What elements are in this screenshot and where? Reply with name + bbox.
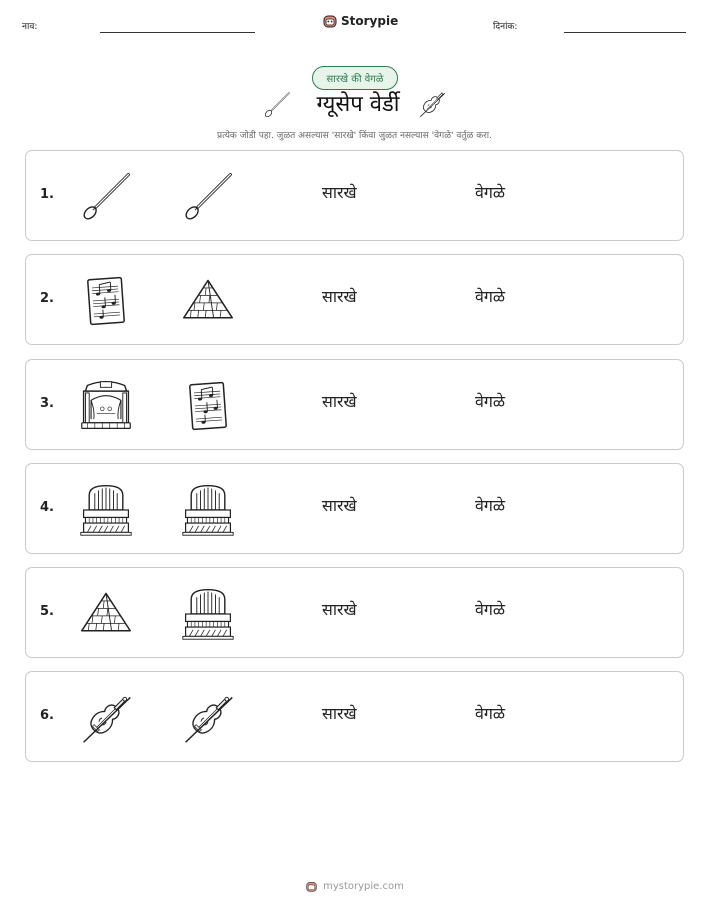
- sheet-music-icon: [78, 273, 134, 329]
- question-row: [25, 254, 684, 345]
- baton-icon: [262, 90, 292, 120]
- question-row: [25, 359, 684, 450]
- different-option[interactable]: वेगळे: [475, 600, 506, 619]
- question-number: 3.: [40, 396, 54, 411]
- pyramid-icon: [180, 273, 236, 329]
- different-option[interactable]: वेगळे: [475, 287, 506, 306]
- sheet-music-icon: [180, 378, 236, 434]
- question-number: 4.: [40, 500, 54, 515]
- instructions: प्रत्येक जोडी पहा. जुळत असल्यास 'सारखे' किंवा जुळत नसल्यास 'वेगळे' वर्तुळ करा.: [216, 131, 492, 141]
- violin-icon: [180, 690, 236, 746]
- different-option[interactable]: वेगळे: [475, 183, 506, 202]
- date-label: दिनांक:: [493, 22, 518, 32]
- brand-name: Storypie: [341, 14, 399, 28]
- worksheet-type-badge: सारखे की वेगळे: [312, 66, 398, 90]
- question-number: 2.: [40, 291, 54, 306]
- baton-icon: [180, 169, 236, 225]
- same-option[interactable]: सारखे: [322, 704, 357, 723]
- name-line[interactable]: [100, 32, 255, 33]
- question-row: [25, 463, 684, 554]
- same-option[interactable]: सारखे: [322, 183, 357, 202]
- name-label: नाव:: [22, 22, 38, 32]
- baton-icon: [78, 169, 134, 225]
- storypie-mascot-icon: [322, 13, 338, 29]
- question-row: [25, 567, 684, 658]
- footer-url: mystorypie.com: [323, 881, 404, 892]
- pipe-organ-icon: [180, 482, 236, 538]
- storypie-mascot-icon: [305, 880, 318, 893]
- same-option[interactable]: सारखे: [322, 496, 357, 515]
- page-title: ग्यूसेप वेर्डी: [316, 92, 400, 117]
- question-number: 6.: [40, 708, 54, 723]
- same-option[interactable]: सारखे: [322, 392, 357, 411]
- question-row: [25, 150, 684, 241]
- same-option[interactable]: सारखे: [322, 600, 357, 619]
- pipe-organ-icon: [180, 586, 236, 642]
- brand-logo: [322, 13, 398, 29]
- different-option[interactable]: वेगळे: [475, 704, 506, 723]
- pipe-organ-icon: [78, 482, 134, 538]
- violin-icon: [78, 690, 134, 746]
- question-number: 1.: [40, 187, 54, 202]
- pyramid-icon: [78, 586, 134, 642]
- different-option[interactable]: वेगळे: [475, 392, 506, 411]
- question-row: [25, 671, 684, 762]
- different-option[interactable]: वेगळे: [475, 496, 506, 515]
- violin-icon: [416, 88, 448, 120]
- same-option[interactable]: सारखे: [322, 287, 357, 306]
- date-line[interactable]: [564, 32, 686, 33]
- question-number: 5.: [40, 604, 54, 619]
- footer: [0, 880, 709, 893]
- opera-stage-icon: [78, 378, 134, 434]
